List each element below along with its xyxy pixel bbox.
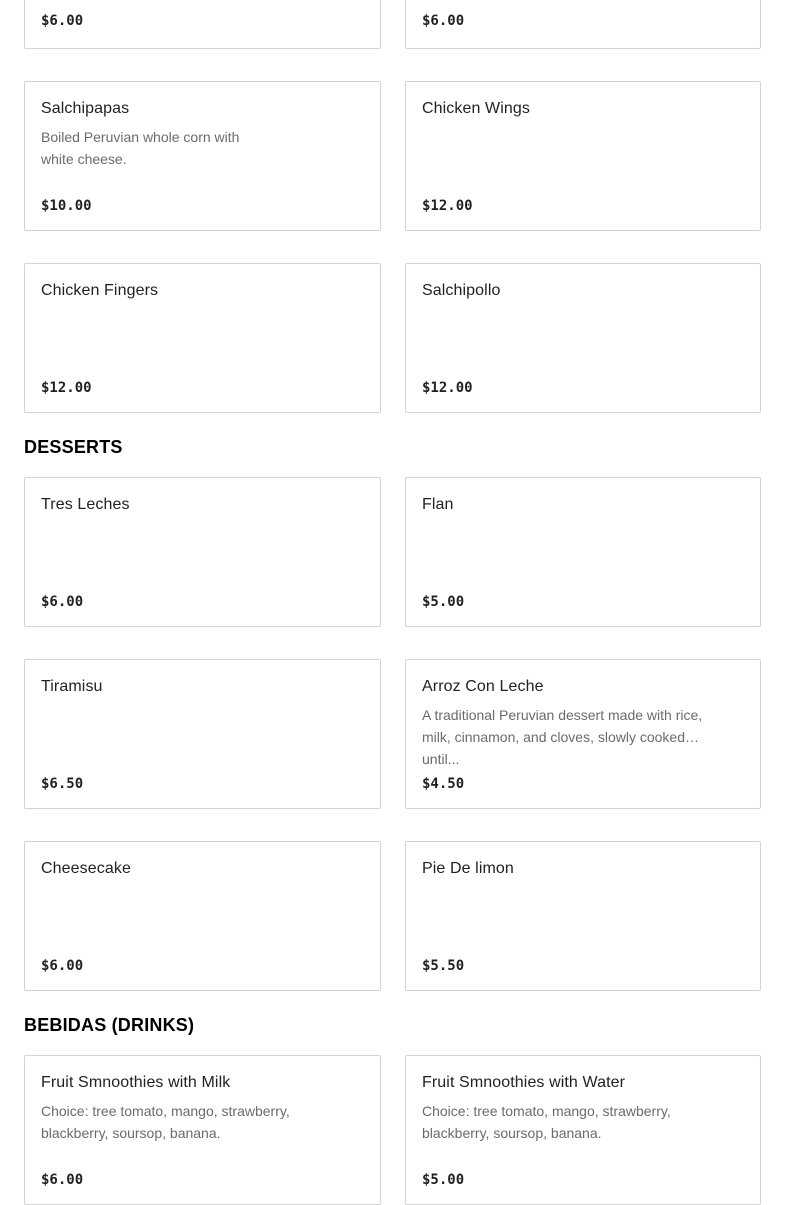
menu-item-card[interactable] <box>405 841 761 991</box>
item-description: Boiled Peruvian whole corn with white cheese. <box>41 129 240 167</box>
section-title-desserts: DESSERTS <box>24 437 123 457</box>
item-name: Chicken Fingers <box>41 282 159 299</box>
menu-item-card[interactable] <box>405 477 761 627</box>
item-price: $6.00 <box>41 13 84 29</box>
menu-item-card[interactable] <box>405 263 761 413</box>
item-price: $6.00 <box>41 958 84 974</box>
item-name: Pie De limon <box>422 860 514 877</box>
item-price: $5.00 <box>422 1172 465 1188</box>
item-description: Choice: tree tomato, mango, strawberry, blackberry, soursop, banana. <box>422 1103 671 1141</box>
item-price: $6.50 <box>41 776 84 792</box>
item-name: Flan <box>422 496 454 513</box>
item-name: Tiramisu <box>41 678 103 695</box>
item-description: Choice: tree tomato, mango, strawberry, blackberry, soursop, banana. <box>41 1103 290 1141</box>
item-name: Tres Leches <box>41 496 130 513</box>
item-description: A traditional Peruvian dessert made with rice, milk, cinnamon, and cloves, slowly cooked until... <box>422 707 703 767</box>
item-price: $10.00 <box>41 198 92 214</box>
menu-item-card[interactable] <box>405 1055 761 1205</box>
item-price: $6.00 <box>41 594 84 610</box>
item-price: $12.00 <box>422 198 473 214</box>
item-price: $5.00 <box>422 594 465 610</box>
menu-item-card[interactable] <box>405 659 761 809</box>
menu-item-card[interactable] <box>24 841 381 991</box>
item-name: Cheesecake <box>41 860 131 877</box>
item-name: Fruit Smnoothies with Milk <box>41 1074 231 1091</box>
menu-item-card[interactable] <box>24 1055 381 1205</box>
item-price: $4.50 <box>422 776 465 792</box>
menu-item-card[interactable] <box>24 263 381 413</box>
item-name: Salchipollo <box>422 282 501 299</box>
item-name: Salchipapas <box>41 100 130 117</box>
item-price: $5.50 <box>422 958 465 974</box>
menu-item-card[interactable] <box>24 0 381 49</box>
item-price: $6.00 <box>422 13 465 29</box>
item-price: $12.00 <box>422 380 473 396</box>
section-title-drinks: BEBIDAS (DRINKS) <box>24 1015 195 1035</box>
menu-item-card[interactable] <box>405 81 761 231</box>
menu-item-card[interactable] <box>24 477 381 627</box>
item-price: $6.00 <box>41 1172 84 1188</box>
menu-item-card[interactable] <box>24 659 381 809</box>
menu-item-card[interactable] <box>24 81 381 231</box>
item-name: Fruit Smnoothies with Water <box>422 1074 626 1091</box>
item-name: Arroz Con Leche <box>422 678 544 695</box>
item-name: Chicken Wings <box>422 100 531 117</box>
menu-item-card[interactable] <box>405 0 761 49</box>
item-price: $12.00 <box>41 380 92 396</box>
